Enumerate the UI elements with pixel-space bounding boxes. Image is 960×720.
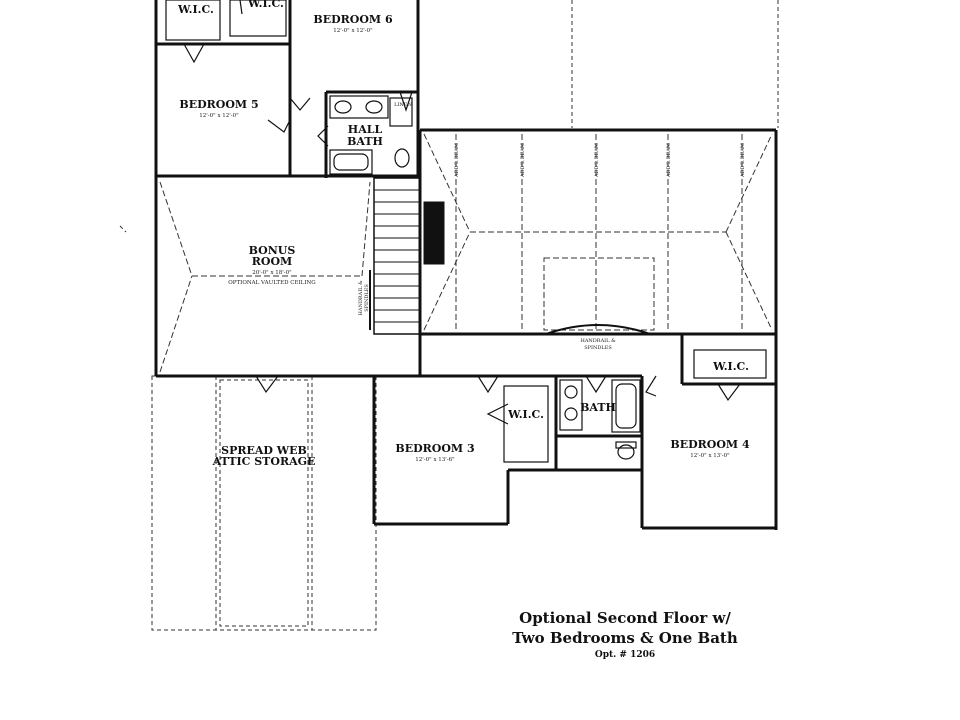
- bonus-room-note: OPTIONAL VAULTED CEILING: [228, 280, 316, 286]
- bedroom5-dims: 12'-0" x 12'-0": [199, 113, 239, 119]
- bonus-room-dims: 20'-0" x 18'-0": [252, 270, 292, 276]
- bedroom3-dims: 12'-0" x 13'-6": [415, 457, 455, 463]
- attic-label-2: ATTIC STORAGE: [212, 455, 316, 468]
- caption-line-1: Optional Second Floor w/: [519, 609, 731, 627]
- bonus-room-label-2: ROOM: [251, 255, 293, 268]
- handrail-center-label-2: SPINDLES: [584, 345, 612, 351]
- bedroom5-label: BEDROOM 5: [179, 98, 259, 111]
- bedroom3-label: BEDROOM 3: [395, 442, 475, 455]
- wic-top-left-label: W.I.C.: [178, 3, 214, 16]
- handrail-center-label-1: HANDRAIL &: [580, 338, 616, 344]
- hall-bath-label-2: BATH: [347, 135, 383, 148]
- beam-label-4: ADD'L BEAM: [666, 143, 672, 177]
- room-labels: [177, 0, 750, 468]
- bedroom4-label: BEDROOM 4: [670, 438, 750, 451]
- vaulted-ceiling-lines: [160, 182, 370, 372]
- closets: [166, 0, 766, 462]
- handrail-left-label-2: SPINDLES: [364, 284, 370, 312]
- bedroom6-label: BEDROOM 6: [313, 13, 393, 26]
- attic-label-1: SPREAD WEB: [221, 444, 307, 457]
- bath-label: BATH: [580, 401, 616, 414]
- beam-label-3: ADD'L BEAM: [594, 143, 600, 177]
- bedroom6-dims: 12'-0" x 12'-0": [333, 28, 373, 34]
- plan-caption: [490, 608, 760, 662]
- beam-label-2: ADD'L BEAM: [520, 143, 526, 177]
- doors: [184, 0, 740, 424]
- hall-bath-label-1: HALL: [347, 123, 383, 136]
- wic-bed4-label: W.I.C.: [713, 360, 749, 373]
- beam-label-1: ADD'L BEAM: [454, 143, 460, 177]
- caption-line-2: Two Bedrooms & One Bath: [512, 629, 738, 647]
- dashed-outlines: [120, 0, 778, 630]
- handrail-left-label-1: HANDRAIL &: [358, 280, 364, 316]
- bonus-room-label-1: BONUS: [248, 244, 296, 257]
- linen-label: LINEN: [394, 102, 412, 108]
- beam-labels: [454, 143, 746, 178]
- wic-bed3-label: W.I.C.: [508, 408, 544, 421]
- wic-top-mid-label: W.I.C.: [248, 0, 284, 10]
- beam-label-5: ADD'L BEAM: [740, 143, 746, 177]
- bedroom4-dims: 12'-0" x 13'-0": [690, 453, 730, 459]
- caption-option-number: Opt. # 1206: [594, 650, 656, 660]
